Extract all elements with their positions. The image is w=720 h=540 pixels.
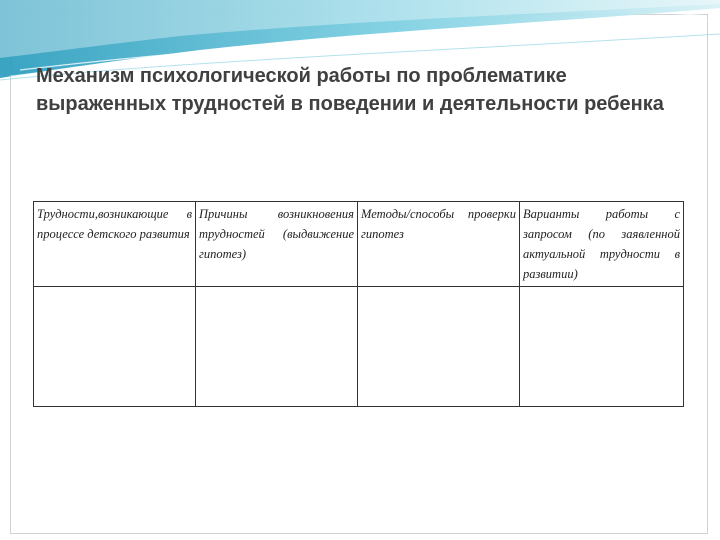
table-header-row xyxy=(34,202,684,287)
header-work-options: Варианты работы с запросом (по заявленной актуальной трудности в развитии) xyxy=(520,202,684,287)
table-cell xyxy=(34,287,196,407)
header-difficulties: Трудности,возникающие в процессе детского развития xyxy=(34,202,196,287)
mechanism-table xyxy=(33,201,684,407)
table-cell xyxy=(520,287,684,407)
table-cell xyxy=(196,287,358,407)
slide-title: Механизм психологической работы по проблематике выраженных трудностей в поведении и деятельности ребенка xyxy=(36,65,664,115)
header-causes: Причины возникновения трудностей (выдвижение гипотез) xyxy=(196,202,358,287)
table-cell xyxy=(358,287,520,407)
table-row xyxy=(34,287,684,407)
header-methods: Методы/способы проверки гипотез xyxy=(358,202,520,287)
